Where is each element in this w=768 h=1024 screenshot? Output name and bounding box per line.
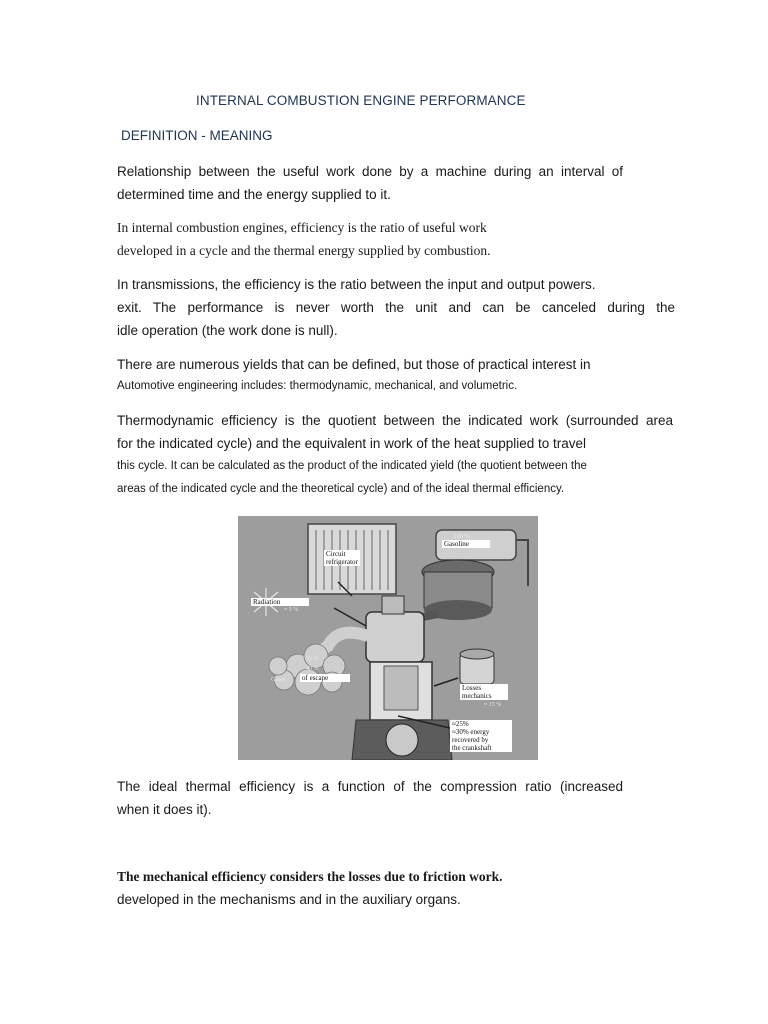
paragraph-yields <box>117 353 637 397</box>
text-line: Thermodynamic efficiency is the quotient between the indicated work (surrounded area <box>117 413 673 428</box>
text-line: Relationship between the useful work done by a machine during an interval of <box>117 164 623 179</box>
pct-radiation: ≈ 5 % <box>284 607 299 613</box>
text-line: In transmissions, the efficiency is the ratio between the input and output powers. <box>117 277 596 292</box>
paragraph-definition <box>117 160 623 206</box>
text-line: In internal combustion engines, efficiency is the ratio of useful work <box>117 220 487 235</box>
document-title: INTERNAL COMBUSTION ENGINE PERFORMANCE <box>196 93 526 108</box>
label-exhaust: of escape <box>300 674 350 682</box>
text-line: exit. The performance is never worth the unit and can be canceled during the <box>117 300 675 315</box>
pct-gases: Gases <box>271 677 286 683</box>
text-line: There are numerous yields that can be defined, but those of practical interest in <box>117 357 591 372</box>
paragraph-mechanical-efficiency <box>117 865 623 911</box>
paragraph-thermodynamic <box>117 409 673 501</box>
text-line: developed in a cycle and the thermal energy supplied by combustion. <box>117 243 491 258</box>
text-line: determined time and the energy supplied to it. <box>117 187 391 202</box>
pct-exhaust-a: 35 % <box>306 656 319 662</box>
label-radiation: Radiation <box>251 598 309 606</box>
text-line: for the indicated cycle) and the equivalent in work of the heat supplied to travel <box>117 436 587 451</box>
section-heading: DEFINITION - MEANING <box>121 128 273 143</box>
paragraph-ice-efficiency <box>117 216 517 262</box>
label-mechanical-losses: Losses mechanics <box>460 684 508 700</box>
engine-energy-diagram <box>238 516 538 760</box>
pct-gasoline: 100 % <box>454 534 470 540</box>
text-line: areas of the indicated cycle and the theoretical cycle) and of the ideal thermal efficiency. <box>117 483 565 495</box>
label-cooling-circuit: Circuit refrigerator <box>326 550 358 566</box>
paragraph-ideal-efficiency <box>117 775 623 821</box>
pct-exhaust-b: 40 % <box>306 666 319 672</box>
pct-losses: ≈ 15 % <box>484 702 502 708</box>
text-line: developed in the mechanisms and in the auxiliary organs. <box>117 892 461 907</box>
text-line: idle operation (the work done is null). <box>117 323 338 338</box>
label-gasoline: Gasoline <box>442 540 490 548</box>
paragraph-transmissions <box>117 273 675 342</box>
text-line: The mechanical efficiency considers the losses due to friction work. <box>117 869 503 884</box>
text-line: The ideal thermal efficiency is a function of the compression ratio (increased <box>117 779 623 794</box>
text-line: Automotive engineering includes: thermodynamic, mechanical, and volumetric. <box>117 380 518 392</box>
text-line: when it does it). <box>117 802 212 817</box>
label-crankshaft-energy: ≈25% ≈30% energy recovered by the crankshaft <box>450 720 512 752</box>
text-line: this cycle. It can be calculated as the product of the indicated yield (the quotient between the <box>117 460 587 472</box>
